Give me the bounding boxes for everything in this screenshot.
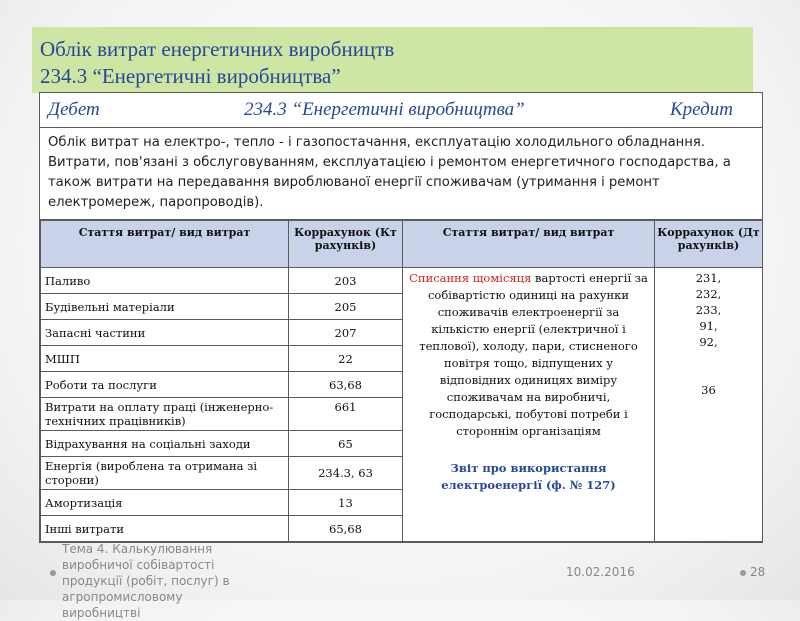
debet-kredit-header	[40, 93, 762, 128]
slide-title-line2: 234.3 “Енергетичні виробництва”	[40, 64, 341, 88]
row-corr: 13	[289, 490, 403, 516]
account-table	[39, 92, 763, 543]
credit-text: вартості енергії за собівартістю одиниці на рахунки споживачів електроенергії за кількістю енергії (електричної і теплової), холоду, пари, стисненого повітря тощо, відпущених у відповідних одиницях виміру споживачам на виробничі, господарські, побутові потреби і стороннім організаціям	[419, 271, 648, 438]
col-right-item: Стаття витрат/ вид витрат	[403, 221, 655, 268]
row-corr: 207	[289, 320, 403, 346]
footer-dot-left	[50, 570, 56, 576]
row-item: Паливо	[41, 268, 289, 294]
credit-account: 92,	[699, 335, 718, 349]
row-item: Відрахування на соціальні заходи	[41, 431, 289, 457]
debet-label: Дебет	[48, 99, 100, 120]
row-item: МШП	[41, 346, 289, 372]
credit-report: Звіт про використання електроенергії (ф. № 127)	[441, 461, 616, 492]
footer-page-number: 28	[750, 565, 766, 579]
account-description: Облік витрат на електро-, тепло - і газопостачання, експлуатацію холодильного обладнання. Витрати, пов'язані з обслуговуванням, експлуатацією і ремонтом енергетичного господарства, а також витрати на передавання вироблюваної енергії споживачам (утримання і ремонт електромереж, паропроводів).	[40, 128, 762, 220]
account-label: 234.3 “Енергетичні виробництва”	[244, 99, 525, 120]
credit-account: 91,	[699, 319, 718, 333]
credit-account: 233,	[695, 303, 722, 317]
credit-account: 232,	[695, 287, 722, 301]
row-corr: 203	[289, 268, 403, 294]
footer-date: 10.02.2016	[566, 565, 635, 579]
credit-account: 231,	[695, 271, 722, 285]
col-right-corr: Коррахунок (Дт рахунків)	[655, 221, 763, 268]
row-corr: 22	[289, 346, 403, 372]
row-item: Інші витрати	[41, 516, 289, 542]
row-corr: 65,68	[289, 516, 403, 542]
row-item: Енергія (вироблена та отримана зі сторони)	[41, 457, 289, 490]
row-corr: 65	[289, 431, 403, 457]
row-corr: 205	[289, 294, 403, 320]
credit-description	[403, 268, 655, 542]
row-item: Запасні частини	[41, 320, 289, 346]
col-left-item: Стаття витрат/ вид витрат	[41, 221, 289, 268]
credit-accounts	[655, 268, 763, 542]
row-item: Роботи та послуги	[41, 372, 289, 398]
row-item: Амортизація	[41, 490, 289, 516]
slide-title-box	[32, 27, 753, 93]
row-item: Будівельні матеріали	[41, 294, 289, 320]
credit-account: 36	[701, 383, 716, 397]
col-left-corr: Коррахунок (Кт рахунків)	[289, 221, 403, 268]
footer-topic: Тема 4. Калькулювання виробничої собівартості продукції (робіт, послуг) в агропромисловому виробництві	[62, 542, 230, 620]
row-corr: 234.3, 63	[289, 457, 403, 490]
footer-dot-right	[740, 570, 746, 576]
credit-red-text: Списання щомісяця	[409, 271, 532, 285]
entries-grid	[40, 220, 763, 542]
row-corr: 63,68	[289, 372, 403, 398]
row-item: Витрати на оплату праці (інженерно-технічних працівників)	[41, 398, 289, 431]
row-corr: 661	[289, 398, 403, 431]
kredit-label: Кредит	[670, 99, 733, 120]
slide-title-line1: Облік витрат енергетичних виробництв	[40, 37, 395, 61]
